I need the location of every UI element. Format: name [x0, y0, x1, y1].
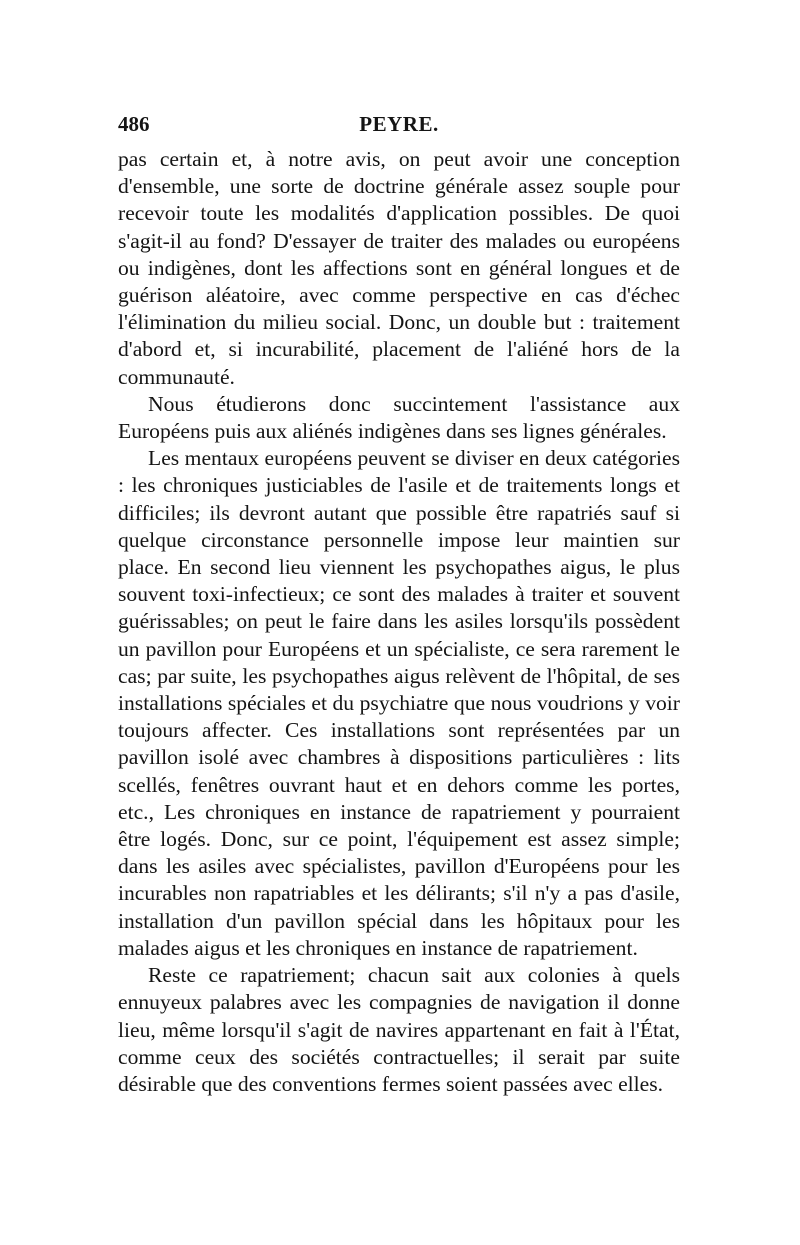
paragraph: pas certain et, à notre avis, on peut avoir une conception d'ensemble, une sorte de doctrine générale assez souple pour recevoir toute les modalités d'application possibles. De quoi s'agit-il au fond? D'essayer de traiter des malades ou européens ou indigènes, dont les affections sont en général longues et de guérison aléatoire, avec comme perspective en cas d'échec l'élimination du milieu social. Donc, un double but : traitement d'abord et, si incurabilité, placement de l'aliéné hors de la communauté.: [118, 147, 680, 389]
paragraph: Nous étudierons donc succintement l'assistance aux Européens puis aux aliénés indigènes dans ses lignes générales.: [118, 391, 680, 444]
page-header: [118, 112, 680, 146]
paragraph: Reste ce rapatriement; chacun sait aux colonies à quels ennuyeux palabres avec les compagnies de navigation il donne lieu, même lorsqu'il s'agit de navires appartenant en fait à l'État, comme ceux des sociétés contractuelles; il serait par suite désirable que des conventions fermes soient passées avec elles.: [118, 963, 680, 1096]
book-page: [118, 112, 680, 1098]
paragraph: Les mentaux européens peuvent se diviser en deux catégories : les chroniques justiciables de l'asile et de traitements longs et difficiles; ils devront autant que possible être rapatriés sauf si quelque circonstance personnelle impose leur maintien sur place. En second lieu viennent les psychopathes aigus, le plus souvent toxi-infectieux; ce sont des malades à traiter et souvent guérissables; on peut le faire dans les asiles lorsqu'ils possèdent un pavillon pour Européens et un spécialiste, ce sera rarement le cas; par suite, les psychopathes aigus relèvent de l'hôpital, de ses installations spéciales et du psychiatre que nous voudrions y voir toujours affecter. Ces installations sont représentées par un pavillon isolé avec chambres à dispositions particulières : lits scellés, fenêtres ouvrant haut et en dehors comme les portes, etc., Les chroniques en instance de rapatriement y pourraient être logés. Donc, sur ce point, l'équipement est assez simple; dans les asiles avec spécialistes, pavillon d'Européens pour les incurables non rapatriables et les délirants; s'il n'y a pas d'asile, installation d'un pavillon spécial dans les hôpitaux pour les malades aigus et les chroniques en instance de rapatriement.: [118, 446, 680, 960]
running-head: PEYRE.: [359, 112, 439, 136]
body-text: [118, 146, 680, 1098]
page-number: 486: [118, 112, 150, 136]
